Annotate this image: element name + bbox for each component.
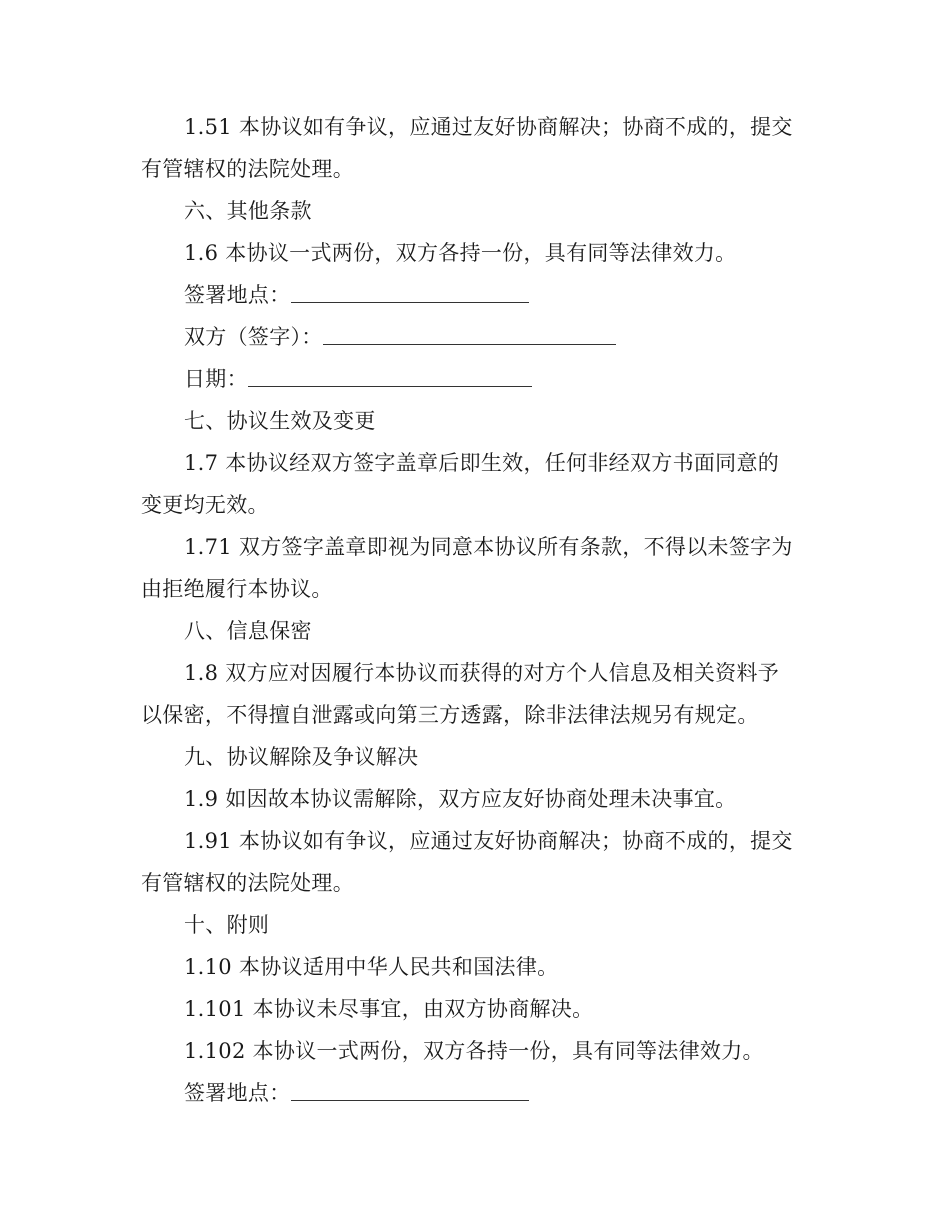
signing-place-blank[interactable] <box>291 274 529 303</box>
clause-1-91: 1.91 本协议如有争议，应通过友好协商解决；协商不成的，提交 <box>184 829 793 853</box>
signing-place-row: 签署地点： <box>141 274 811 316</box>
clause-1-71: 1.71 双方签字盖章即视为同意本协议所有条款，不得以未签字为 <box>184 535 793 559</box>
section-6-heading: 六、其他条款 <box>184 199 312 223</box>
signing-place-blank-2[interactable] <box>291 1072 529 1101</box>
section-9-heading: 九、协议解除及争议解决 <box>184 745 419 769</box>
date-row: 日期： <box>141 358 811 400</box>
clause-1-10: 1.10 本协议适用中华人民共和国法律。 <box>184 955 559 979</box>
section-7-heading: 七、协议生效及变更 <box>184 409 376 433</box>
clause-1-8-cont: 以保密，不得擅自泄露或向第三方透露，除非法律法规另有规定。 <box>141 703 759 727</box>
section-10-heading: 十、附则 <box>184 913 270 937</box>
clause-1-71-cont: 由拒绝履行本协议。 <box>141 577 333 601</box>
section-8-heading: 八、信息保密 <box>184 619 312 643</box>
clause-1-101: 1.101 本协议未尽事宜，由双方协商解决。 <box>184 997 594 1021</box>
clause-1-8: 1.8 双方应对因履行本协议而获得的对方个人信息及相关资料予 <box>184 661 780 685</box>
clause-1-51-cont: 有管辖权的法院处理。 <box>141 157 354 181</box>
clause-1-102: 1.102 本协议一式两份，双方各持一份，具有同等法律效力。 <box>184 1039 764 1063</box>
clause-1-91-cont: 有管辖权的法院处理。 <box>141 871 354 895</box>
date-blank[interactable] <box>248 358 532 387</box>
signature-blank[interactable] <box>323 316 616 345</box>
signing-place-row-2: 签署地点： <box>141 1072 811 1114</box>
document-body <box>141 106 811 1114</box>
clause-1-51: 1.51 本协议如有争议，应通过友好协商解决；协商不成的，提交 <box>184 115 793 139</box>
clause-1-7-cont: 变更均无效。 <box>141 493 269 517</box>
clause-1-6: 1.6 本协议一式两份，双方各持一份，具有同等法律效力。 <box>184 241 737 265</box>
clause-1-7: 1.7 本协议经双方签字盖章后即生效，任何非经双方书面同意的 <box>184 451 780 475</box>
signature-row: 双方（签字）： <box>141 316 811 358</box>
clause-1-9: 1.9 如因故本协议需解除，双方应友好协商处理未决事宜。 <box>184 787 737 811</box>
